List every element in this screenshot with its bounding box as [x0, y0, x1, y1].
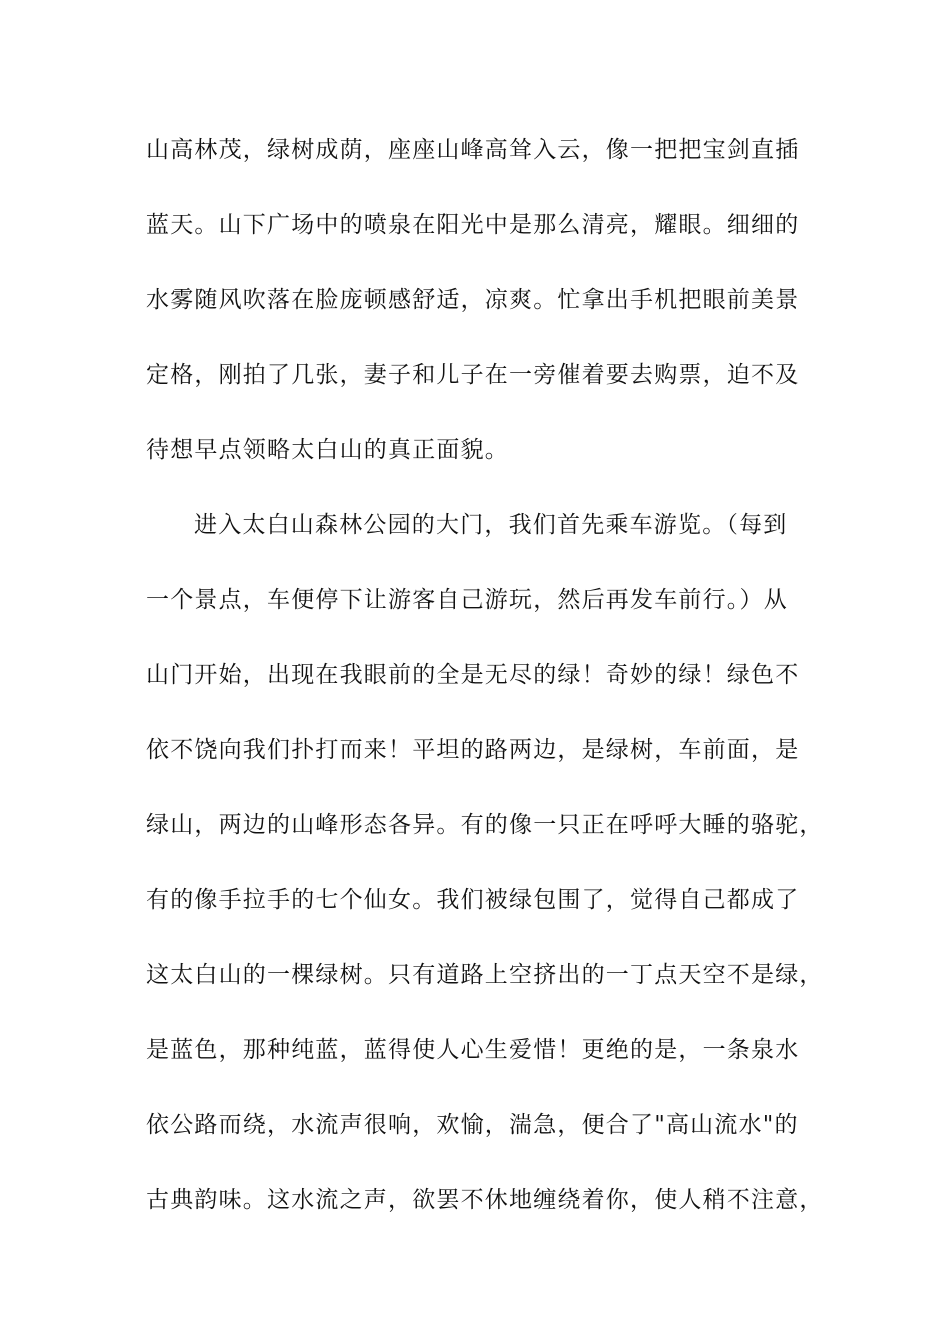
text-line: 古典韵味。这水流之声，欲罢不休地缠绕着你，使人稍不注意，	[146, 1187, 824, 1213]
text-line: 一个景点，车便停下让游客自己游玩，然后再发车前行。）从	[146, 587, 788, 613]
paragraph-first-line: 进入太白山森林公园的大门，我们首先乘车游览。（每到	[194, 512, 788, 538]
text-line: 依不饶向我们扑打而来！平坦的路两边，是绿树，车前面，是	[146, 737, 800, 763]
text-line: 这太白山的一棵绿树。只有道路上空挤出的一丁点天空不是绿，	[146, 962, 824, 988]
text-line: 绿山，两边的山峰形态各异。有的像一只正在呼呼大睡的骆驼，	[146, 812, 824, 838]
text-line: 待想早点领略太白山的真正面貌。	[146, 437, 509, 463]
text-line: 蓝天。山下广场中的喷泉在阳光中是那么清亮，耀眼。细细的	[146, 212, 800, 238]
text-line: 依公路而绕，水流声很响，欢愉，湍急，便合了"高山流水"的	[146, 1112, 799, 1138]
text-line: 山高林茂，绿树成荫，座座山峰高耸入云，像一把把宝剑直插	[146, 137, 800, 163]
text-line: 是蓝色，那种纯蓝，蓝得使人心生爱惜！更绝的是，一条泉水	[146, 1037, 800, 1063]
text-line: 山门开始，出现在我眼前的全是无尽的绿！奇妙的绿！绿色不	[146, 662, 800, 688]
text-line: 有的像手拉手的七个仙女。我们被绿包围了，觉得自己都成了	[146, 887, 800, 913]
text-line: 水雾随风吹落在脸庞顿感舒适，凉爽。忙拿出手机把眼前美景	[146, 287, 800, 313]
text-line: 定格，刚拍了几张，妻子和儿子在一旁催着要去购票，迫不及	[146, 362, 800, 388]
